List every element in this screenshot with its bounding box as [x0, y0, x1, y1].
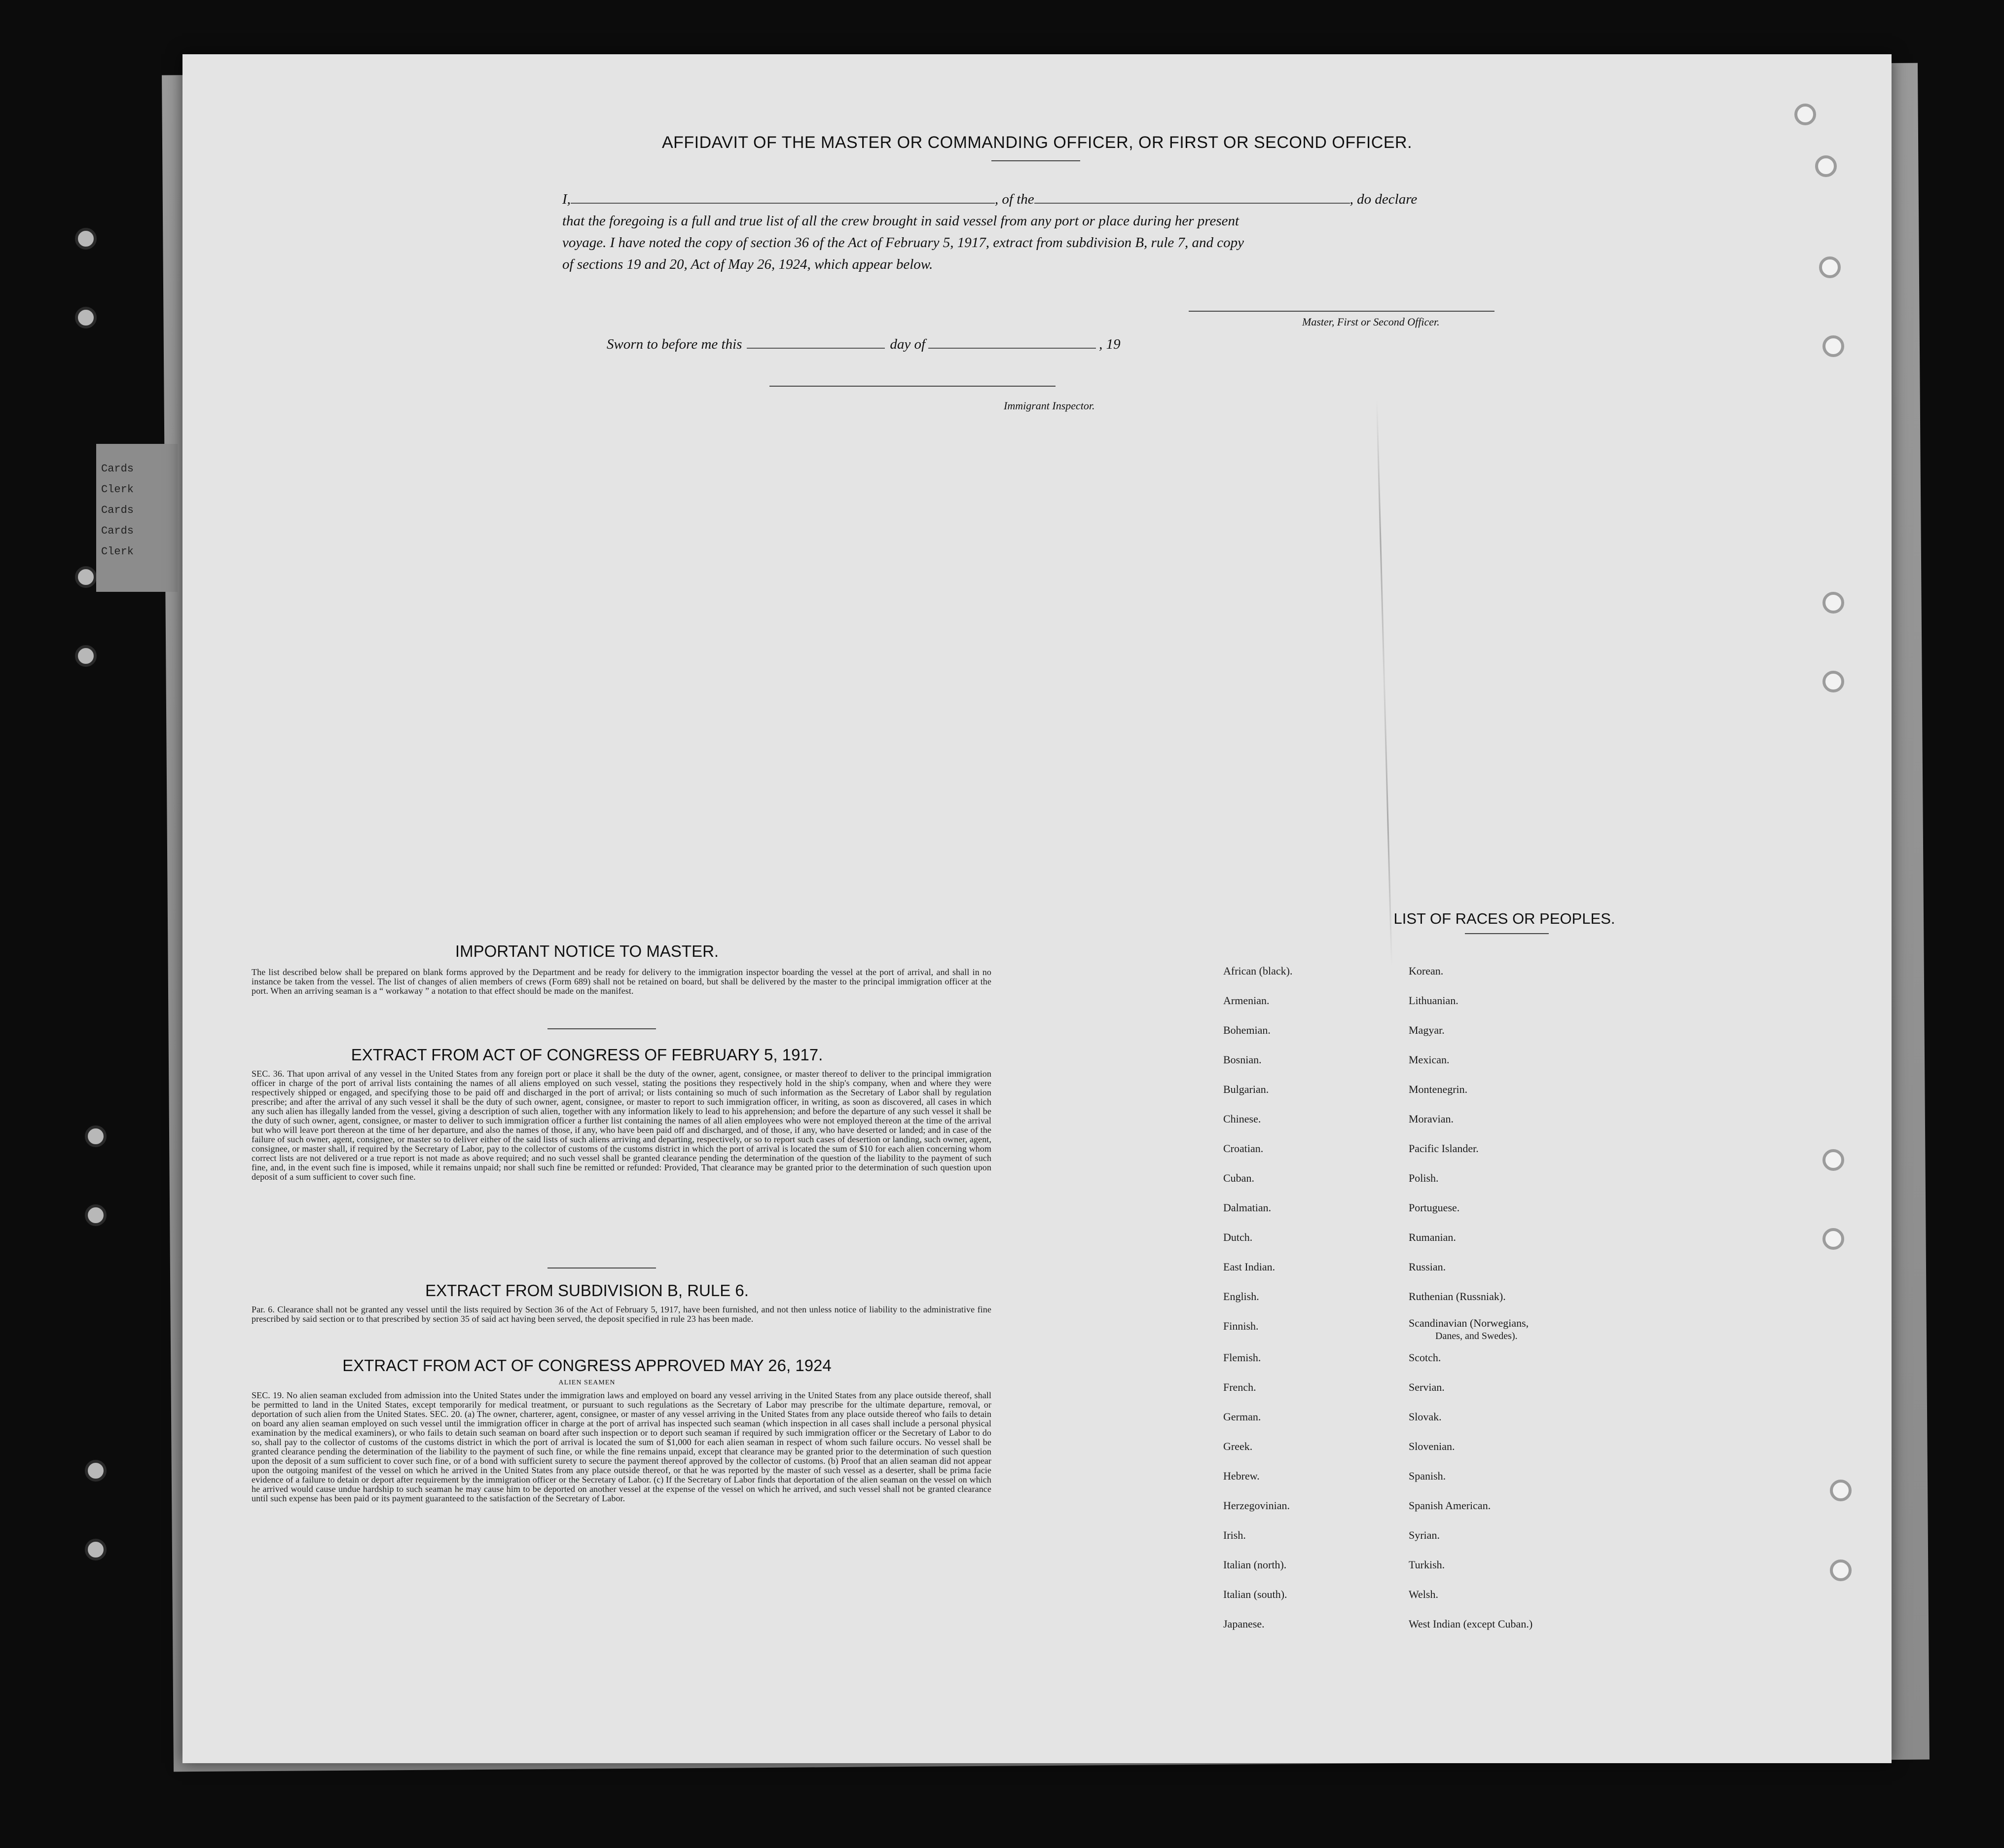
signature-caption: Master, First or Second Officer. [1302, 316, 1440, 328]
month-blank [928, 348, 1096, 349]
punch-hole [75, 645, 97, 667]
race-right: West Indian (except Cuban.) [1409, 1618, 1533, 1630]
punch-hole [85, 1460, 107, 1482]
inspector-caption: Immigrant Inspector. [1004, 399, 1095, 412]
race-right: Syrian. [1409, 1529, 1440, 1541]
punch-hole [1815, 155, 1837, 177]
race-right: Servian. [1409, 1381, 1445, 1393]
race-left: Dalmatian. [1223, 1201, 1272, 1214]
race-right-continuation: Danes, and Swedes). [1435, 1331, 1518, 1341]
section-rule [547, 1028, 656, 1029]
extract-1924-text: SEC. 19. No alien seaman excluded from admission into the United States under the immigration laws and employed on board any vessel arriving in the United States from any place outside thereof, shall be permitted to land in the United States, except temporarily for medical treatment, or pursuant to such regulations as the Secretary of Labor may prescribe for the ultimate departure, removal, or deportation of such alien from the United States. SEC. 20. (a) The owner, charterer, agent, consignee, or master of any vessel arriving in the United States from any place outside thereof who fails to detain on board any alien seaman employed on such vessel until the immigration officer in charge at the port of arrival has inspected such seaman (which inspection in all cases shall include a personal physical examination by the medical examiners), or who fails to detain such seaman on board after such inspection or to deport such seaman if required by such immigration officer or the Secretary of Labor to do so, shall pay to the collector of customs of the customs district in which the port of arrival is located the sum of $1,000 for each alien seaman in respect of whom such failure occurs. No vessel shall be granted clearance pending the determination of the liability to the payment of such fine, or while the fine remains unpaid, except that clearance may be granted prior to the determination of such question upon the deposit of a sum sufficient to cover such fine, or of a bond with sufficient surety to secure the payment thereof approved by the collector of customs. (b) Proof that an alien seaman did not appear upon the outgoing manifest of the vessel on which he arrived in the United States from any place outside thereof, or that he was reported by the master of such vessel as a deserter, shall be prima facie evidence of a failure to detain or deport after requirement by the immigration officer or the Secretary of Labor. (c) If the Secretary of Labor finds that deportation of the alien seaman on the vessel on which he arrived would cause undue hardship to such seaman he may cause him to be deported on another vessel at the expense of the vessel on which he arrived, and such vessel shall not be granted clearance until such expense has been paid or its payment guaranteed to the satisfaction of the Secretary of Labor. [252, 1390, 991, 1503]
race-left: African (black). [1223, 965, 1293, 977]
race-right: Scotch. [1409, 1351, 1441, 1364]
race-left: Armenian. [1223, 994, 1270, 1007]
race-right: Mexican. [1409, 1053, 1450, 1066]
race-left: Chinese. [1223, 1113, 1261, 1125]
race-left: Bosnian. [1223, 1053, 1262, 1066]
race-right: Magyar. [1409, 1024, 1445, 1036]
strip-label: Clerk [101, 483, 134, 496]
sworn-year: , 19 [1099, 336, 1121, 352]
race-left: French. [1223, 1381, 1256, 1393]
race-right: Montenegrin. [1409, 1083, 1468, 1095]
affidavit-line-4: of sections 19 and 20, Act of May 26, 1924, which appear below. [562, 256, 933, 272]
race-left: Italian (north). [1223, 1558, 1287, 1571]
race-right: Spanish. [1409, 1470, 1446, 1482]
race-right: Portuguese. [1409, 1201, 1460, 1214]
section-rule [1465, 933, 1549, 934]
affidavit-line-3: voyage. I have noted the copy of section 36 of the Act of February 5, 1917, extract from subdivision B, rule 7, and copy [562, 235, 1244, 251]
race-right: Moravian. [1409, 1113, 1454, 1125]
extract-rule6-title: EXTRACT FROM SUBDIVISION B, RULE 6. [425, 1281, 749, 1300]
title-rule [991, 160, 1080, 161]
race-right: Turkish. [1409, 1558, 1445, 1571]
race-left: Finnish. [1223, 1320, 1259, 1332]
race-right: Welsh. [1409, 1588, 1438, 1600]
race-left: Bohemian. [1223, 1024, 1271, 1036]
race-right: Scandinavian (Norwegians, [1409, 1317, 1529, 1329]
notice-text: The list described below shall be prepared on blank forms approved by the Department and be ready for delivery to the immigration inspector boarding the vessel at the port of arrival, and shall in no instance be taken from the vessel. The list of changes of alien members of crews (Form 689) shall not be retained on board, but shall be delivered by the master to the principal immigration officer at the port. When an arriving seaman is a “ workaway ” a notation to that effect should be made on the manifest. [252, 967, 991, 996]
race-right: Ruthenian (Russniak). [1409, 1290, 1506, 1303]
race-right: Spanish American. [1409, 1499, 1491, 1512]
punch-hole [85, 1204, 107, 1226]
race-left: Bulgarian. [1223, 1083, 1269, 1095]
sworn-day-of: day of [890, 336, 926, 352]
race-left: Irish. [1223, 1529, 1246, 1541]
index-card-strip [96, 444, 178, 592]
race-left: Greek. [1223, 1440, 1253, 1452]
race-left: Flemish. [1223, 1351, 1261, 1364]
extract-1917-title: EXTRACT FROM ACT OF CONGRESS OF FEBRUARY 5, 1917. [351, 1046, 823, 1064]
race-right: Korean. [1409, 965, 1444, 977]
race-left: Cuban. [1223, 1172, 1254, 1184]
race-left: German. [1223, 1411, 1261, 1423]
affidavit-line-1 [562, 191, 1417, 208]
punch-hole [75, 228, 97, 250]
signature-line [1189, 311, 1494, 312]
affidavit-of-the: , of the [994, 191, 1034, 207]
day-blank [747, 348, 885, 349]
name-blank [571, 203, 995, 204]
punch-hole [85, 1539, 107, 1560]
race-right: Rumanian. [1409, 1231, 1456, 1243]
punch-hole [1822, 335, 1844, 357]
inspector-line [769, 386, 1056, 387]
extract-1924-title: EXTRACT FROM ACT OF CONGRESS APPROVED MAY 26, 1924 [342, 1356, 832, 1375]
sworn-prefix: Sworn to before me this [607, 336, 742, 352]
punch-hole [1819, 256, 1841, 278]
race-left: Japanese. [1223, 1618, 1265, 1630]
strip-label: Cards [101, 525, 134, 537]
punch-hole [1794, 104, 1816, 125]
manifest-page [182, 54, 1892, 1763]
affidavit-line-2: that the foregoing is a full and true list of all the crew brought in said vessel from any port or place during her present [562, 213, 1239, 229]
punch-hole [1830, 1480, 1852, 1501]
extract-1917-text: SEC. 36. That upon arrival of any vessel in the United States from any foreign port or place it shall be the duty of the owner, agent, consignee, or master thereof to deliver to the principal immigration officer in charge of the port of arrival lists containing the names of all aliens employed on such vessel, stating the positions they respectively hold in the ship's company, when and where they were respectively shipped or engaged, and specifying those to be paid off and discharged in the port of arrival; or lists containing so much of such information as the Secretary of Labor shall by regulation prescribe; and after the arrival of any such vessel it shall be the duty of such owner, agent, consignee, or master to report to such immigration officer, in writing, as soon as discovered, all cases in which any such alien has illegally landed from the vessel, giving a description of such alien, together with any information likely to lead to his apprehension; and before the departure of any such vessel it shall be the duty of such owner, agent, consignee, or master to deliver to such immigration officer a further list containing the names of all alien employees who were not employed thereon at the time of the arrival but who will leave port thereon at the time of her departure, and also the names of those, if any, who have been paid off and discharged, and of those, if any, who have deserted or landed; and in case of the failure of such owner, agent, consignee, or master so to deliver either of the said lists of such aliens arriving and departing, respectively, or so to report such cases of desertion or landing, such owner, agent, consignee, or master shall, if required by the Secretary of Labor, pay to the collector of customs of the customs district in which the port of arrival is located the sum of $10 for each alien concerning whom correct lists are not delivered or a true report is not made as above required; and no such vessel shall be granted clearance pending the determination of the question of the liability to the payment of such fine, and, in the event such fine is imposed, while it remains unpaid; nor shall such fine be remitted or refunded: Provided, That clearance may be granted prior to the determination of such question upon deposit of a sum sufficient to cover such fine. [252, 1069, 991, 1182]
strip-label: Cards [101, 463, 134, 475]
races-title: LIST OF RACES OR PEOPLES. [1393, 910, 1615, 927]
punch-hole [1822, 671, 1844, 692]
extract-1924-subtitle: ALIEN SEAMEN [558, 1379, 616, 1386]
race-right: Slovenian. [1409, 1440, 1455, 1452]
race-left: East Indian. [1223, 1261, 1275, 1273]
pencil-mark [1376, 399, 1392, 967]
race-right: Pacific Islander. [1409, 1142, 1479, 1155]
punch-hole [85, 1125, 107, 1147]
punch-hole [75, 566, 97, 588]
punch-hole [1822, 592, 1844, 614]
race-left: Hebrew. [1223, 1470, 1260, 1482]
race-left: Italian (south). [1223, 1588, 1287, 1600]
affidavit-title: AFFIDAVIT OF THE MASTER OR COMMANDING OFFICER, OR FIRST OR SECOND OFFICER. [661, 133, 1413, 152]
strip-label: Cards [101, 504, 134, 516]
punch-hole [75, 307, 97, 328]
vessel-blank [1034, 203, 1350, 204]
punch-hole [1822, 1228, 1844, 1250]
race-right: Polish. [1409, 1172, 1439, 1184]
race-left: English. [1223, 1290, 1259, 1303]
punch-hole [1822, 1149, 1844, 1171]
race-right: Russian. [1409, 1261, 1446, 1273]
punch-hole [1830, 1559, 1852, 1581]
sworn-line [607, 336, 1121, 353]
strip-label: Clerk [101, 545, 134, 558]
affidavit-i: I, [562, 191, 571, 207]
extract-rule6-text: Par. 6. Clearance shall not be granted any vessel until the lists required by Section 36 of the Act of February 5, 1917, have been furnished, and not then unless notice of liability to the administrative fine prescribed by said section or to that prescribed by section 35 of said act having been served, the deposit specified in rule 23 has been made. [252, 1304, 991, 1324]
race-left: Herzegovinian. [1223, 1499, 1290, 1512]
race-left: Dutch. [1223, 1231, 1253, 1243]
race-right: Slovak. [1409, 1411, 1442, 1423]
race-left: Croatian. [1223, 1142, 1264, 1155]
affidavit-declare: , do declare [1349, 191, 1418, 207]
race-right: Lithuanian. [1409, 994, 1458, 1007]
notice-title: IMPORTANT NOTICE TO MASTER. [455, 942, 719, 960]
